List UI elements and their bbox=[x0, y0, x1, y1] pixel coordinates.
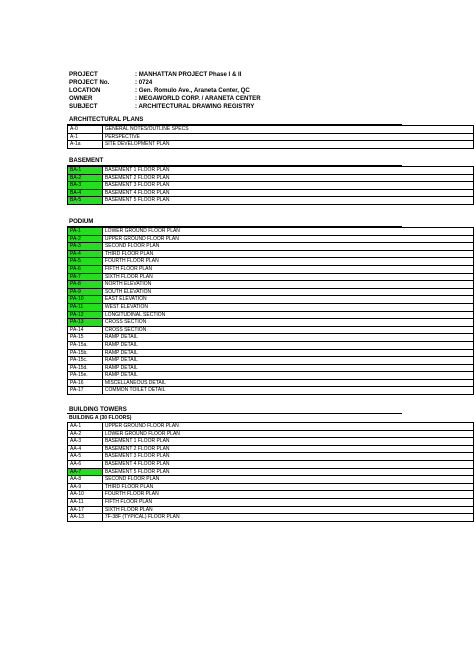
header-value: : ARCHITECTURAL DRAWING REGISTRY bbox=[135, 102, 255, 110]
table-row bbox=[68, 250, 474, 258]
table-row bbox=[68, 514, 474, 522]
section-subtitle-building-a: BUILDING A (30 FLOORS) bbox=[69, 415, 132, 421]
drawing-title-cell: RAMP DETAIL bbox=[102, 364, 473, 372]
drawing-title-cell: SOUTH ELEVATION bbox=[102, 288, 473, 296]
table-row bbox=[68, 311, 474, 319]
drawing-code-cell: BA-4 bbox=[68, 189, 103, 197]
drawing-title-cell: FIFTH FLOOR PLAN bbox=[102, 265, 473, 273]
drawing-title-cell: FIFTH FLOOR PLAN bbox=[102, 498, 473, 506]
drawing-code-cell: PA-3 bbox=[68, 243, 103, 251]
table-row bbox=[68, 265, 474, 273]
header-row-project bbox=[69, 71, 261, 79]
table-row bbox=[68, 423, 474, 431]
header-key: SUBJECT bbox=[69, 102, 98, 110]
drawing-title-cell: CROSS SECTION bbox=[102, 326, 473, 334]
drawing-title-cell: BASEMENT 2 FLOOR PLAN bbox=[102, 445, 473, 453]
drawing-title-cell: BASEMENT 4 FLOOR PLAN bbox=[102, 189, 473, 197]
table-row bbox=[68, 243, 474, 251]
drawing-title-cell: PERSPECTIVE bbox=[102, 133, 473, 141]
drawing-code-cell: AA-2 bbox=[68, 430, 103, 438]
table-row bbox=[68, 133, 474, 141]
header-row-location bbox=[69, 87, 261, 95]
drawing-title-cell: BASEMENT 4 FLOOR PLAN bbox=[102, 460, 473, 468]
drawing-code-cell: PA-15a. bbox=[68, 341, 103, 349]
section-title-podium: PODIUM bbox=[69, 218, 94, 225]
table-row bbox=[68, 182, 474, 190]
drawing-code-cell: PA-15e. bbox=[68, 372, 103, 380]
drawing-code-cell: A-0 bbox=[68, 126, 103, 134]
drawing-code-cell: BA-5 bbox=[68, 197, 103, 205]
drawing-code-cell: PA-17 bbox=[68, 387, 103, 395]
drawing-code-cell: PA-12 bbox=[68, 311, 103, 319]
table-row bbox=[68, 460, 474, 468]
drawing-code-cell: PA-5 bbox=[68, 258, 103, 266]
header-key: LOCATION bbox=[69, 86, 101, 94]
drawing-title-cell: LONGITUDINAL SECTION bbox=[102, 311, 473, 319]
header-value: : MEGAWORLD CORP. / ARANETA CENTER bbox=[135, 94, 261, 102]
table-row bbox=[68, 364, 474, 372]
drawing-title-cell: BASEMENT 3 FLOOR PLAN bbox=[102, 182, 473, 190]
drawing-code-cell: PA-16 bbox=[68, 379, 103, 387]
drawing-code-cell: AA-10 bbox=[68, 491, 103, 499]
header-row-owner bbox=[69, 95, 261, 103]
table-row bbox=[68, 491, 474, 499]
drawing-code-cell: AA-9 bbox=[68, 483, 103, 491]
drawing-code-cell: AA-13 bbox=[68, 514, 103, 522]
table-row bbox=[68, 341, 474, 349]
register-table-architectural bbox=[67, 125, 474, 149]
table-row bbox=[68, 228, 474, 236]
drawing-title-cell: BASEMENT 5 FLOOR PLAN bbox=[102, 468, 473, 476]
drawing-title-cell: SIXTH FLOOR PLAN bbox=[102, 506, 473, 514]
drawing-title-cell: EAST ELEVATION bbox=[102, 296, 473, 304]
drawing-code-cell: PA-9 bbox=[68, 288, 103, 296]
drawing-title-cell: THIRD FLOOR PLAN bbox=[102, 250, 473, 258]
drawing-title-cell: BASEMENT 5 FLOOR PLAN bbox=[102, 197, 473, 205]
table-row bbox=[68, 349, 474, 357]
drawing-title-cell: BASEMENT 1 FLOOR PLAN bbox=[102, 167, 473, 175]
table-row bbox=[68, 438, 474, 446]
header-value: : Gen. Romulo Ave., Araneta Center, QC bbox=[135, 86, 250, 94]
drawing-code-cell: PA-1 bbox=[68, 228, 103, 236]
table-row bbox=[68, 387, 474, 395]
table-row bbox=[68, 273, 474, 281]
table-row bbox=[68, 319, 474, 327]
header-key: PROJECT bbox=[69, 71, 98, 78]
drawing-title-cell: RAMP DETAIL bbox=[102, 341, 473, 349]
drawing-code-cell: AA-6 bbox=[68, 460, 103, 468]
drawing-code-cell: AA-4 bbox=[68, 445, 103, 453]
drawing-code-cell: PA-6 bbox=[68, 265, 103, 273]
section-title-towers: BUILDING TOWERS bbox=[69, 406, 127, 413]
drawing-code-cell: BA-3 bbox=[68, 182, 103, 190]
table-row bbox=[68, 167, 474, 175]
drawing-code-cell: PA-8 bbox=[68, 281, 103, 289]
header-value: : 0724 bbox=[135, 78, 153, 86]
drawing-title-cell: RAMP DETAIL bbox=[102, 334, 473, 342]
drawing-code-cell: AA-17 bbox=[68, 506, 103, 514]
drawing-code-cell: AA-8 bbox=[68, 476, 103, 484]
table-row bbox=[68, 141, 474, 149]
header-row-subject bbox=[69, 103, 261, 111]
drawing-title-cell: BASEMENT 3 FLOOR PLAN bbox=[102, 453, 473, 461]
table-row bbox=[68, 483, 474, 491]
table-row bbox=[68, 197, 474, 205]
drawing-title-cell: RAMP DETAIL bbox=[102, 372, 473, 380]
drawing-code-cell: PA-15d. bbox=[68, 364, 103, 372]
drawing-title-cell: LOWER GROUND FLOOR PLAN bbox=[102, 430, 473, 438]
drawing-code-cell: PA-11 bbox=[68, 303, 103, 311]
drawing-title-cell: COMMON TOILET DETAIL bbox=[102, 387, 473, 395]
table-row bbox=[68, 126, 474, 134]
drawing-title-cell: WEST ELEVATION bbox=[102, 303, 473, 311]
drawing-title-cell: LOWER GROUND FLOOR PLAN bbox=[102, 228, 473, 236]
drawing-code-cell: AA-11 bbox=[68, 498, 103, 506]
drawing-code-cell: PA-4 bbox=[68, 250, 103, 258]
table-row bbox=[68, 468, 474, 476]
register-table-building-a bbox=[67, 422, 474, 522]
drawing-code-cell: AA-1 bbox=[68, 423, 103, 431]
drawing-code-cell: BA-1 bbox=[68, 167, 103, 175]
table-row bbox=[68, 379, 474, 387]
drawing-code-cell: AA-7 bbox=[68, 468, 103, 476]
table-row bbox=[68, 372, 474, 380]
drawing-title-cell: FOURTH FLOOR PLAN bbox=[102, 491, 473, 499]
header-key: PROJECT No. bbox=[69, 78, 110, 86]
section-title-architectural: ARCHITECTURAL PLANS bbox=[69, 116, 144, 123]
table-row bbox=[68, 303, 474, 311]
section-title-basement: BASEMENT bbox=[69, 157, 104, 164]
drawing-title-cell: SECOND FLOOR PLAN bbox=[102, 243, 473, 251]
drawing-code-cell: PA-13 bbox=[68, 319, 103, 327]
table-row bbox=[68, 498, 474, 506]
drawing-code-cell: PA-14 bbox=[68, 326, 103, 334]
drawing-title-cell: UPPER GROUND FLOOR PLAN bbox=[102, 235, 473, 243]
drawing-code-cell: PA-15c. bbox=[68, 357, 103, 365]
drawing-code-cell: PA-2 bbox=[68, 235, 103, 243]
drawing-code-cell: PA-15b. bbox=[68, 349, 103, 357]
table-row bbox=[68, 326, 474, 334]
table-row bbox=[68, 430, 474, 438]
table-row bbox=[68, 235, 474, 243]
header-row-project-no bbox=[69, 79, 261, 87]
drawing-code-cell: PA-15 bbox=[68, 334, 103, 342]
drawing-title-cell: CROSS SECTION bbox=[102, 319, 473, 327]
drawing-code-cell: AA-5 bbox=[68, 453, 103, 461]
drawing-code-cell: BA-2 bbox=[68, 174, 103, 182]
table-row bbox=[68, 296, 474, 304]
header-value: : MANHATTAN PROJECT Phase I & II bbox=[135, 71, 242, 78]
drawing-code-cell: PA-10 bbox=[68, 296, 103, 304]
drawing-code-cell: A-1a bbox=[68, 141, 103, 149]
table-row bbox=[68, 258, 474, 266]
header-key: OWNER bbox=[69, 94, 93, 102]
register-table-podium bbox=[67, 227, 474, 395]
drawing-title-cell: SITE DEVELOPMENT PLAN bbox=[102, 141, 473, 149]
drawing-code-cell: A-1 bbox=[68, 133, 103, 141]
drawing-title-cell: THIRD FLOOR PLAN bbox=[102, 483, 473, 491]
drawing-title-cell: RAMP DETAIL bbox=[102, 349, 473, 357]
table-row bbox=[68, 445, 474, 453]
drawing-title-cell: RAMP DETAIL bbox=[102, 357, 473, 365]
drawing-code-cell: AA-3 bbox=[68, 438, 103, 446]
table-row bbox=[68, 281, 474, 289]
drawing-title-cell: BASEMENT 1 FLOOR PLAN bbox=[102, 438, 473, 446]
drawing-title-cell: UPPER GROUND FLOOR PLAN bbox=[102, 423, 473, 431]
section-rule bbox=[67, 413, 402, 414]
table-row bbox=[68, 288, 474, 296]
table-row bbox=[68, 357, 474, 365]
drawing-title-cell: GENERAL NOTES/OUTLINE SPECS bbox=[102, 126, 473, 134]
drawing-code-cell: PA-7 bbox=[68, 273, 103, 281]
table-row bbox=[68, 174, 474, 182]
drawing-title-cell: SIXTH FLOOR PLAN bbox=[102, 273, 473, 281]
drawing-title-cell: MISCELLANEOUS DETAIL bbox=[102, 379, 473, 387]
table-row bbox=[68, 453, 474, 461]
table-row bbox=[68, 334, 474, 342]
register-table-basement bbox=[67, 166, 474, 205]
drawing-title-cell: 7F-38F (TYPICAL) FLOOR PLAN bbox=[102, 514, 473, 522]
drawing-title-cell: SECOND FLOOR PLAN bbox=[102, 476, 473, 484]
drawing-title-cell: FOURTH FLOOR PLAN bbox=[102, 258, 473, 266]
drawing-title-cell: NORTH ELEVATION bbox=[102, 281, 473, 289]
drawing-title-cell: BASEMENT 2 FLOOR PLAN bbox=[102, 174, 473, 182]
table-row bbox=[68, 476, 474, 484]
project-header bbox=[69, 71, 261, 111]
table-row bbox=[68, 506, 474, 514]
table-row bbox=[68, 189, 474, 197]
